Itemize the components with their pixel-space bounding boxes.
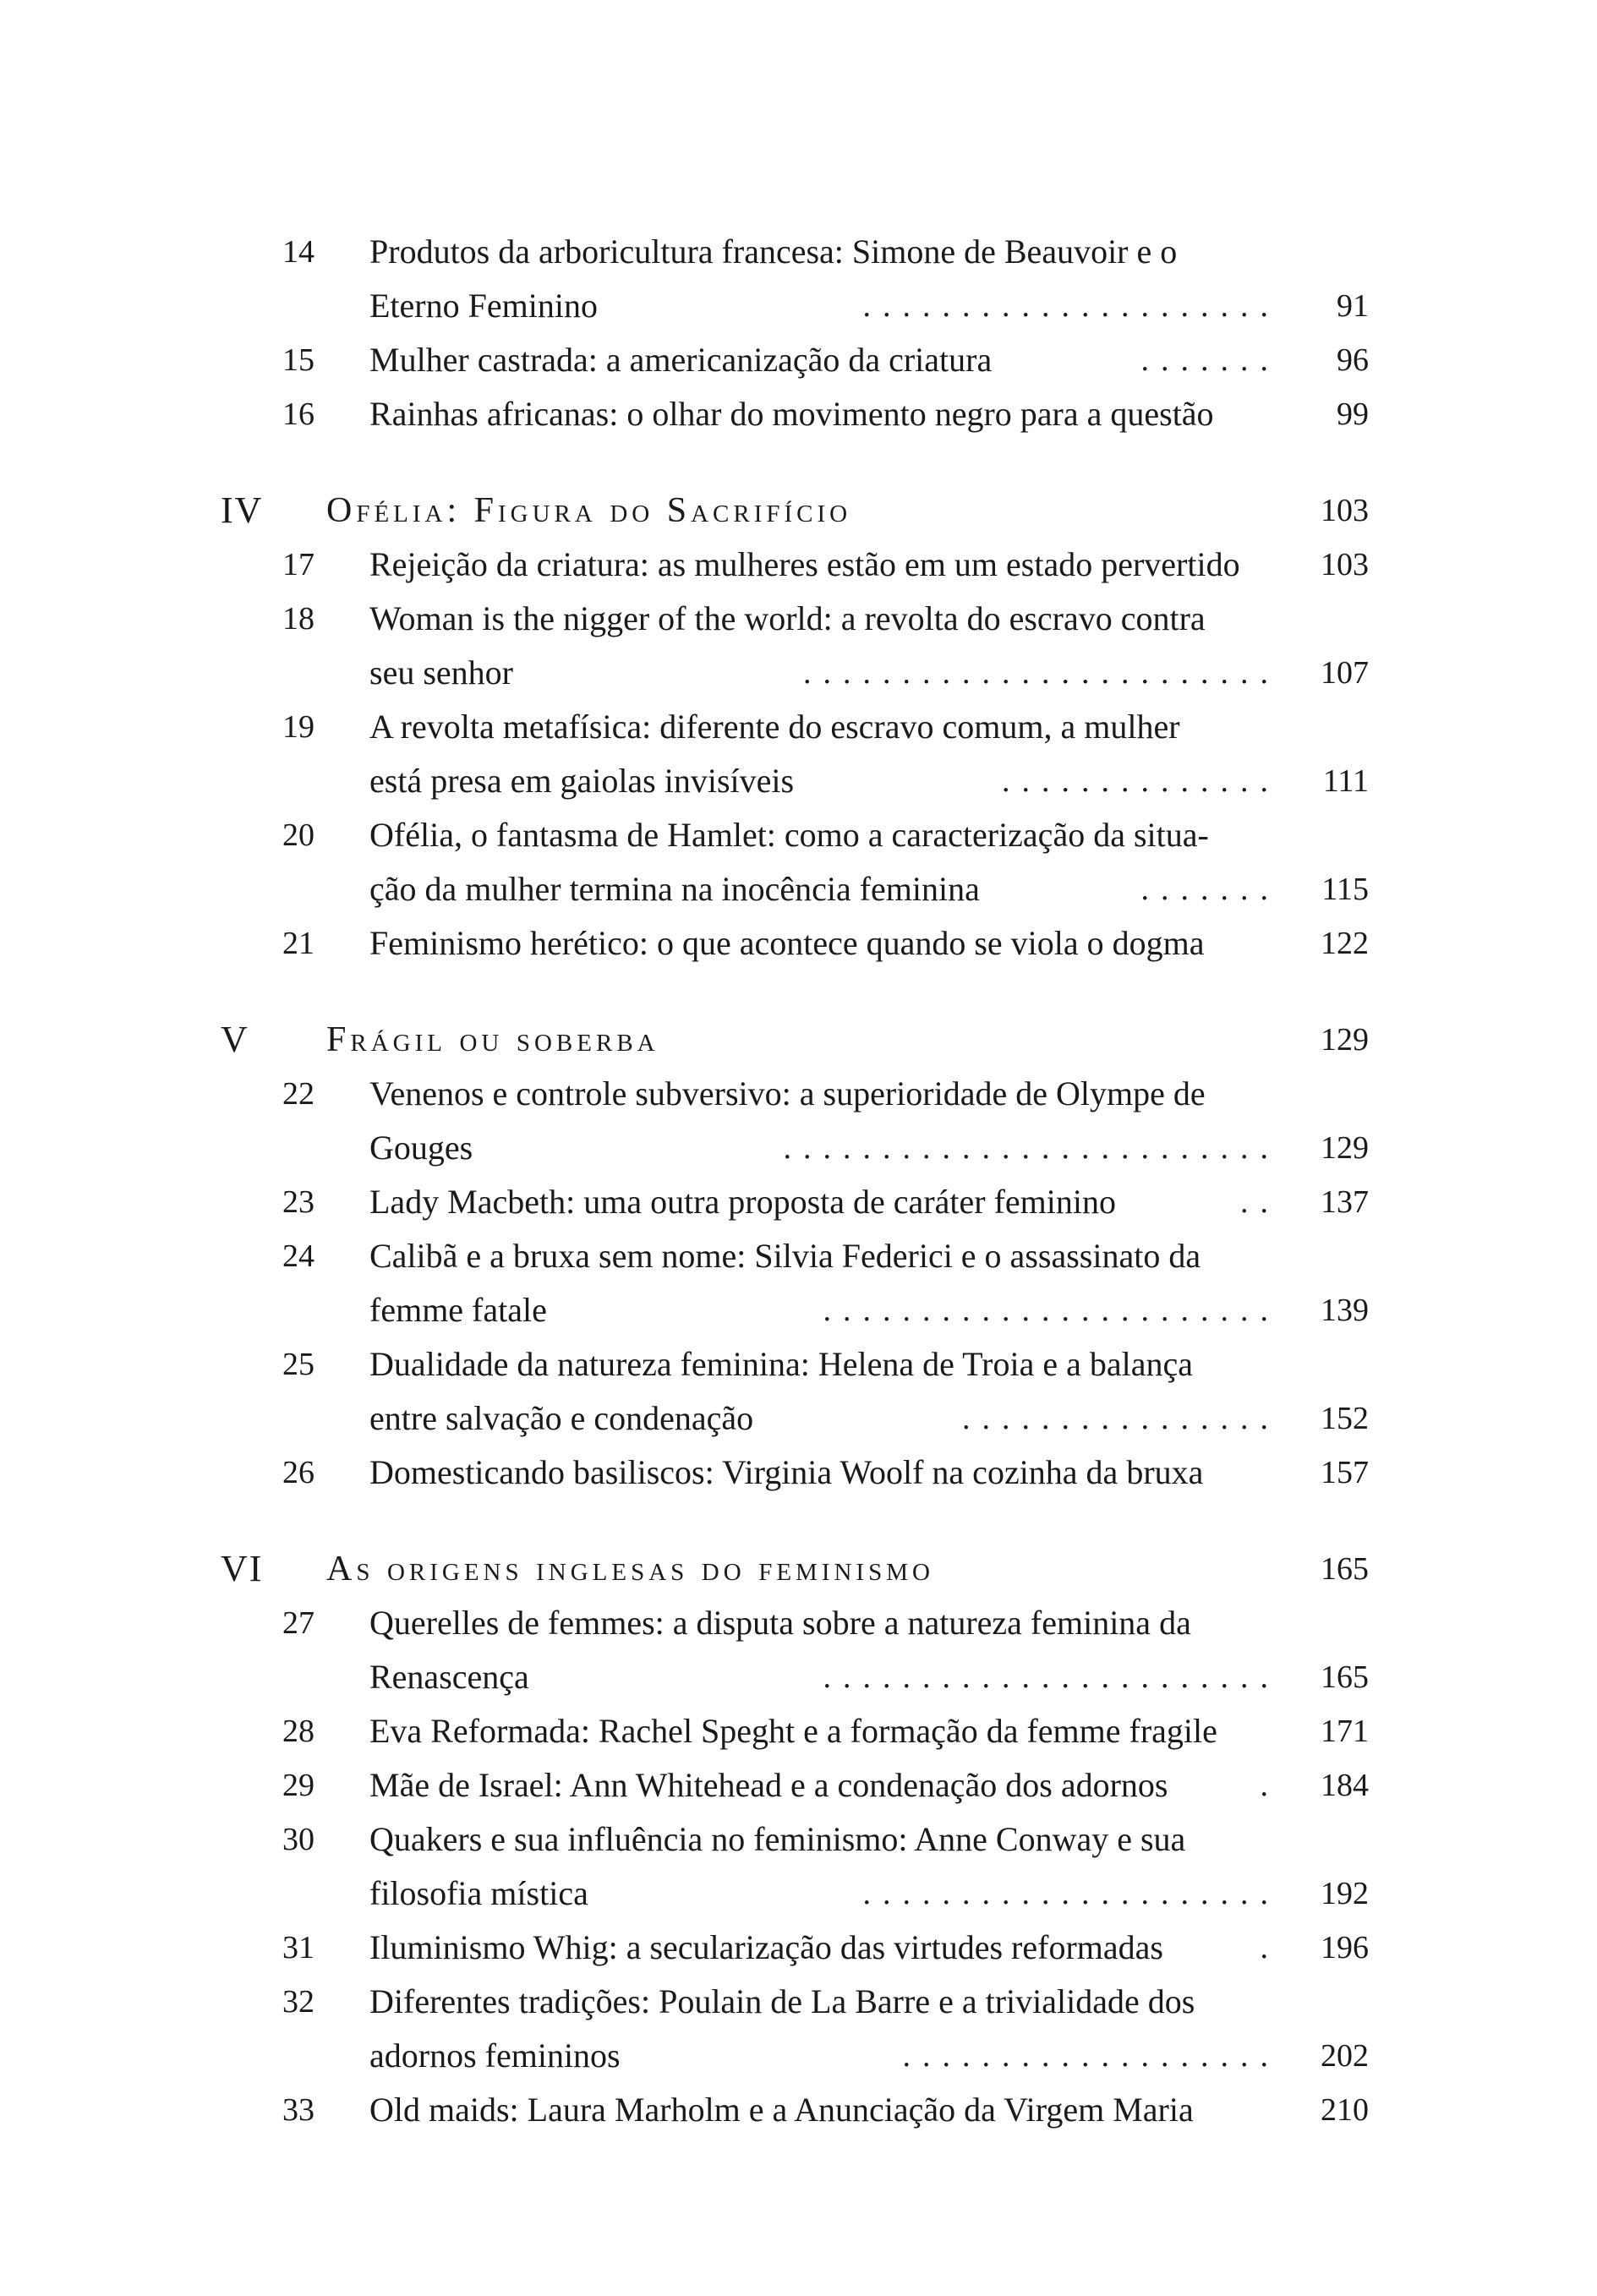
section-number: 14	[282, 234, 314, 270]
section-title: Venenos e controle subversivo: a superioridade de Olympe de	[369, 1074, 1206, 1112]
page-number: 202	[1321, 2038, 1369, 2074]
toc-entry	[0, 1067, 1597, 1121]
section-number: 25	[282, 1347, 314, 1382]
toc-entry	[0, 700, 1597, 754]
section-number: 32	[282, 1984, 314, 2020]
toc-entry	[0, 1812, 1597, 1867]
toc-entry-continuation	[0, 1391, 1597, 1446]
dot-leader: .......	[1140, 872, 1280, 907]
section-title: Rainhas africanas: o olhar do movimento negro para a questão	[369, 395, 1214, 433]
section-number: 27	[282, 1605, 314, 1641]
page-number: 165	[1321, 1659, 1369, 1695]
page-number: 165	[1321, 1551, 1369, 1587]
dot-leader: .....................	[862, 288, 1280, 324]
toc-entry-continuation	[0, 1867, 1597, 1921]
dot-leader: .	[1260, 1930, 1280, 1965]
dot-leader: ................	[962, 1401, 1280, 1436]
section-number: 33	[282, 2092, 314, 2128]
section-number: 21	[282, 926, 314, 961]
dot-leader: ..	[1240, 1184, 1280, 1220]
section-title: ção da mulher termina na inocência feminina	[369, 870, 980, 908]
section-title: Quakers e sua influência no feminismo: Anne Conway e sua	[369, 1820, 1186, 1858]
dot-leader: ..............	[1002, 763, 1280, 799]
section-title: Iluminismo Whig: a secularização das virtudes reformadas	[369, 1928, 1163, 1966]
section-number: 26	[282, 1455, 314, 1490]
dot-leader: ...................	[902, 2038, 1280, 2074]
section-title: Eva Reformada: Rachel Speght e a formação da femme fragile	[369, 1712, 1217, 1750]
section-title: Dualidade da natureza feminina: Helena de Troia e a balança	[369, 1345, 1194, 1383]
page-number: 129	[1321, 1022, 1369, 1058]
chapter-number: VI	[221, 1548, 264, 1589]
toc-entry	[0, 538, 1597, 592]
toc-entry-continuation	[0, 1283, 1597, 1337]
page-number: 115	[1321, 872, 1369, 907]
page-number: 122	[1321, 926, 1369, 961]
toc-entry	[0, 225, 1597, 279]
chapter-title: As origens inglesas do feminismo	[326, 1550, 934, 1588]
toc-entry	[0, 592, 1597, 646]
section-title: Ofélia, o fantasma de Hamlet: como a caracterização da situa-	[369, 816, 1209, 854]
toc-entry	[0, 1229, 1597, 1283]
dot-leader: .....................	[862, 1876, 1280, 1911]
section-number: 23	[282, 1184, 314, 1220]
section-title: está presa em gaiolas invisíveis	[369, 762, 795, 800]
dot-leader: .......................	[823, 1659, 1280, 1695]
page-number: 152	[1321, 1401, 1369, 1436]
chapter-number: V	[221, 1019, 249, 1060]
page-number: 103	[1321, 547, 1369, 582]
page-number: 91	[1337, 288, 1369, 324]
section-title: filosofia mística	[369, 1874, 588, 1912]
toc-entry-continuation	[0, 2029, 1597, 2083]
chapter-heading	[0, 1542, 1597, 1596]
page-number: 192	[1321, 1876, 1369, 1911]
toc-entry	[0, 1175, 1597, 1229]
dot-leader: .........................	[783, 1130, 1280, 1166]
page-number: 196	[1321, 1930, 1369, 1965]
section-title: Calibã e a bruxa sem nome: Silvia Federici e o assassinato da	[369, 1237, 1201, 1275]
toc-entry	[0, 808, 1597, 862]
page-number: 129	[1321, 1130, 1369, 1166]
section-number: 18	[282, 601, 314, 637]
section-title: Domesticando basiliscos: Virginia Woolf na cozinha da bruxa	[369, 1453, 1204, 1491]
dot-leader: .......................	[823, 1293, 1280, 1328]
section-title: Mulher castrada: a americanização da criatura	[369, 341, 993, 379]
toc-entry-continuation	[0, 646, 1597, 700]
section-number: 15	[282, 342, 314, 378]
section-title: Rejeição da criatura: as mulheres estão em um estado pervertido	[369, 545, 1240, 583]
section-title: seu senhor	[369, 653, 513, 692]
toc-entry-continuation	[0, 754, 1597, 808]
dot-leader: ........................	[803, 655, 1280, 691]
page-number: 103	[1321, 493, 1369, 528]
toc-entry	[0, 1704, 1597, 1758]
page-number: 96	[1337, 342, 1369, 378]
section-number: 28	[282, 1714, 314, 1749]
page-number: 99	[1337, 396, 1369, 432]
section-number: 17	[282, 547, 314, 582]
section-number: 20	[282, 817, 314, 853]
toc-entry-continuation	[0, 1650, 1597, 1704]
toc-entry-continuation	[0, 279, 1597, 333]
page-number: 107	[1321, 655, 1369, 691]
section-title: Lady Macbeth: uma outra proposta de caráter feminino	[369, 1183, 1116, 1221]
section-title: Renascença	[369, 1658, 529, 1696]
toc-entry	[0, 1337, 1597, 1391]
section-title: Gouges	[369, 1129, 473, 1167]
section-number: 24	[282, 1238, 314, 1274]
section-number: 30	[282, 1822, 314, 1857]
section-title: Feminismo herético: o que acontece quando se viola o dogma	[369, 924, 1205, 962]
chapter-title: Ofélia: Figura do Sacrifício	[326, 491, 852, 530]
toc-entry	[0, 1975, 1597, 2029]
section-number: 31	[282, 1930, 314, 1965]
chapter-number: IV	[221, 489, 264, 531]
page-number: 171	[1321, 1714, 1369, 1749]
toc-entry	[0, 1921, 1597, 1975]
section-title: entre salvação e condenação	[369, 1399, 754, 1437]
section-title: Old maids: Laura Marholm e a Anunciação da Virgem Maria	[369, 2091, 1194, 2129]
page-number: 139	[1321, 1293, 1369, 1328]
toc-entry	[0, 916, 1597, 970]
page-number: 111	[1322, 763, 1369, 799]
toc-entry	[0, 2083, 1597, 2137]
section-title: Querelles de femmes: a disputa sobre a natureza feminina da	[369, 1604, 1191, 1642]
page-number: 184	[1321, 1768, 1369, 1803]
toc-entry-continuation	[0, 862, 1597, 916]
section-title: Mãe de Israel: Ann Whitehead e a condenação dos adornos	[369, 1766, 1168, 1804]
section-title: femme fatale	[369, 1291, 547, 1329]
chapter-heading	[0, 484, 1597, 538]
section-number: 19	[282, 709, 314, 745]
toc-entry	[0, 333, 1597, 387]
page-number: 137	[1321, 1184, 1369, 1220]
chapter-title: Frágil ou soberba	[326, 1020, 659, 1059]
section-number: 16	[282, 396, 314, 432]
chapter-heading	[0, 1013, 1597, 1067]
section-number: 22	[282, 1076, 314, 1112]
section-title: Produtos da arboricultura francesa: Simone de Beauvoir e o	[369, 232, 1178, 271]
page-number: 157	[1321, 1455, 1369, 1490]
toc-entry	[0, 1758, 1597, 1812]
section-title: adornos femininos	[369, 2036, 621, 2075]
toc-entry	[0, 1446, 1597, 1500]
page-number: 210	[1321, 2092, 1369, 2128]
toc-entry	[0, 387, 1597, 441]
toc-entry	[0, 1596, 1597, 1650]
section-title: Eterno Feminino	[369, 287, 598, 325]
dot-leader: .	[1260, 1768, 1280, 1803]
section-title: Woman is the nigger of the world: a revolta do escravo contra	[369, 599, 1206, 637]
toc-entry-continuation	[0, 1121, 1597, 1175]
section-title: Diferentes tradições: Poulain de La Barre e a trivialidade dos	[369, 1982, 1195, 2020]
section-title: A revolta metafísica: diferente do escravo comum, a mulher	[369, 708, 1180, 746]
section-number: 29	[282, 1768, 314, 1803]
dot-leader: .......	[1140, 342, 1280, 378]
